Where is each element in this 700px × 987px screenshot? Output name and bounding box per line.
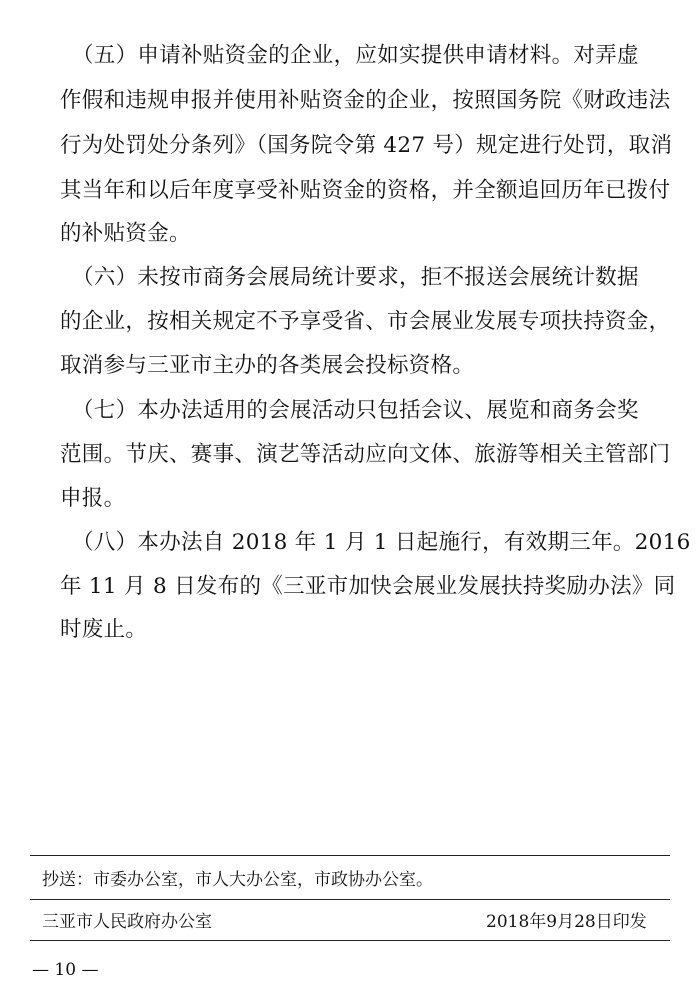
paragraph-5-line-5: 的补贴资金。 bbox=[60, 221, 191, 246]
paragraph-6-line-2: 的企业，按相关规定不予享受省、市会展业发展专项扶持资金， bbox=[60, 309, 671, 334]
footer-bottom-rule bbox=[30, 940, 670, 941]
footer-middle-rule bbox=[30, 899, 670, 900]
cc-list: 抄送：市委办公室，市人大办公室，市政协办公室。 bbox=[42, 870, 433, 890]
paragraph-8-line-2: 年 11 月 8 日发布的《三亚市加快会展业发展扶持奖励办法》同 bbox=[60, 574, 676, 599]
paragraph-5-line-2: 作假和违规申报并使用补贴资金的企业，按照国务院《财政违法 bbox=[60, 88, 671, 113]
paragraph-8-line-1: （八）本办法自 2018 年 1 月 1 日起施行，有效期三年。2016 bbox=[72, 530, 691, 555]
issue-date: 2018年9月28日印发 bbox=[486, 912, 647, 932]
paragraph-7-line-2: 范围。节庆、赛事、演艺等活动应向文体、旅游等相关主管部门 bbox=[60, 442, 671, 467]
page-number: — 10 — bbox=[32, 960, 99, 980]
paragraph-6-line-3: 取消参与三亚市主办的各类展会投标资格。 bbox=[60, 353, 475, 378]
footer-top-rule bbox=[30, 855, 670, 856]
paragraph-5-line-4: 其当年和以后年度享受补贴资金的资格，并全额追回历年已拨付 bbox=[60, 178, 671, 203]
paragraph-6-line-1: （六）未按市商务会展局统计要求，拒不报送会展统计数据 bbox=[72, 265, 639, 290]
paragraph-7-line-1: （七）本办法适用的会展活动只包括会议、展览和商务会奖 bbox=[72, 398, 639, 423]
issuing-office: 三亚市人民政府办公室 bbox=[42, 912, 212, 932]
paragraph-7-line-3: 申报。 bbox=[60, 486, 126, 511]
paragraph-5-line-3: 行为处罚处分条列》（国务院令第 427 号）规定进行处罚，取消 bbox=[60, 133, 673, 158]
paragraph-8-line-3: 时废止。 bbox=[60, 617, 148, 642]
paragraph-5-line-1: （五）申请补贴资金的企业，应如实提供申请材料。对弄虚 bbox=[72, 43, 639, 68]
